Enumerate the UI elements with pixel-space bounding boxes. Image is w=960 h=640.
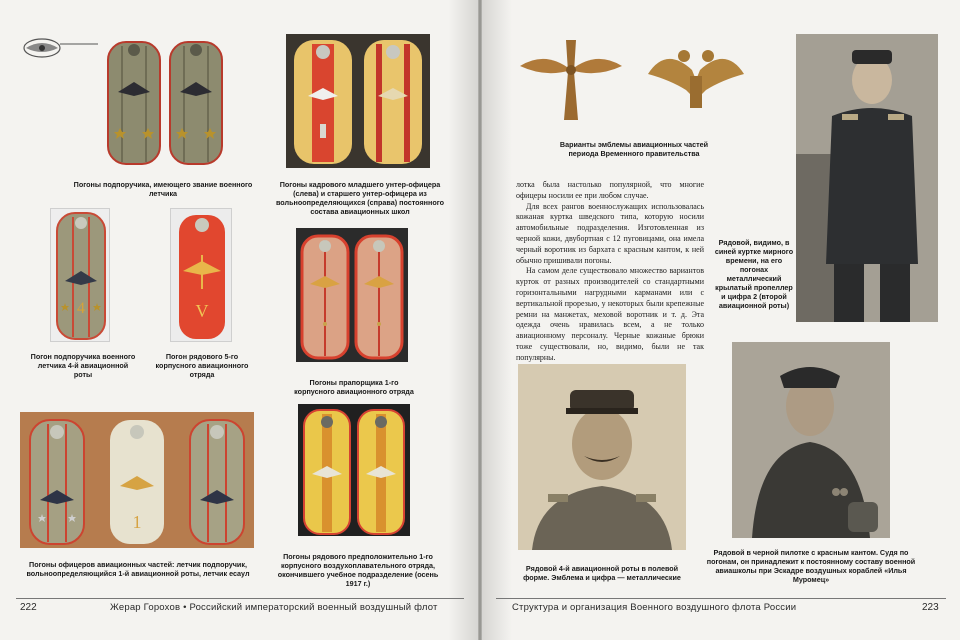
aviation-logo-icon (22, 36, 100, 60)
photo-portrait-4th-company (518, 364, 686, 550)
numeral-v: V (195, 301, 209, 321)
caption-5: Погоны прапорщика 1-го корпусного авиационного отряда (294, 378, 414, 396)
right-page (482, 0, 960, 640)
caption-1: Погоны подпоручика, имеющего звание военного летчика (73, 180, 253, 198)
photo-epaulettes-nco-school (286, 34, 430, 168)
numeral-1: 1 (132, 512, 142, 532)
photo-epaulettes-yellow-1917 (298, 404, 410, 536)
caption-portrait-1: Рядовой 4-й авиационной роты в полевой форме. Эмблема и цифра — металлические (523, 564, 681, 582)
page-number-left: 222 (20, 602, 37, 613)
photo-epaulette-4th-company (50, 208, 110, 342)
propeller-emblem-icon (516, 36, 626, 122)
photo-epaulettes-praporshchik (296, 228, 408, 362)
caption-emblems: Варианты эмблемы авиационных частей периода Временного правительства (559, 140, 709, 158)
left-page (0, 0, 478, 640)
caption-7: Погоны рядового предположительно 1-го корпусного воздухоплавательного отряда, окончившего учебное подразделение (осень 1917 г.) (277, 552, 439, 588)
page-number-right: 223 (922, 602, 939, 613)
running-footer-right: Структура и организация Военного воздушного флота России (512, 602, 797, 613)
running-footer-left: Жерар Горохов • Российский императорский военный воздушный флот (110, 602, 438, 613)
paragraph-1: лотка была настолько популярной, что многие офицеры носили ее при любом случае. (516, 180, 704, 200)
caption-2: Погоны кадрового младшего унтер-офицера (слева) и старшего унтер-офицера из вольноопределяющихся (справа) постоянного состава авиационных школ (275, 180, 445, 216)
double-headed-eagle-emblem-icon (646, 40, 746, 120)
photo-soldier-standing (796, 34, 938, 322)
footer-rule-right (496, 598, 946, 599)
photo-epaulettes-officers-three (20, 412, 254, 548)
numeral-4: 4 (77, 300, 85, 317)
caption-6: Погоны офицеров авиационных частей: летчик подпоручик, вольноопределяющийся 1-й авиационной роты, летчик есаул (26, 560, 250, 578)
caption-soldier-side: Рядовой, видимо, в синей куртке мирного времени, на его погонах металлический крылатый пропеллер и цифра 2 (второй авиационной роты) (714, 238, 794, 310)
photo-epaulettes-podporuchik (104, 36, 226, 166)
paragraph-3: На самом деле существовало множество вариантов курток от разных производителей со стандартными горизонтальными нагрудными карманами или с вертикальной прорезью, у некоторых были крепежные ремни на манжетах, меховой воротник и т. д. Эта одежда очень нравилась всем, а не только авиационному персоналу. Черные кожаные брюки тоже существовали, но, видимо, были не так популярны. (516, 266, 704, 362)
paragraph-2: Для всех рангов военнослужащих использовалась кожаная куртка шведского типа, которую носили автомобильные подразделения. Изготовленная из черной кожи, двубортная с 12 пуговицами, она имела черный воротник из бархата с красным кантом, к ней обычно пришивали погоны. (516, 201, 704, 265)
photo-portrait-ilya-muromets (732, 342, 890, 538)
body-text (516, 180, 704, 364)
caption-4: Погон рядового 5-го корпусного авиационного отряда (155, 352, 249, 379)
photo-epaulette-5th-detachment (170, 208, 232, 342)
footer-rule-left (16, 598, 464, 599)
caption-3: Погон подпоручика военного летчика 4-й авиационной роты (30, 352, 136, 379)
caption-portrait-2: Рядовой в черной пилотке с красным кантом. Судя по погонам, он принадлежит к постоянному составу военной авиашколы при Эскадре воздушных кораблей «Илья Муромец» (706, 548, 916, 584)
